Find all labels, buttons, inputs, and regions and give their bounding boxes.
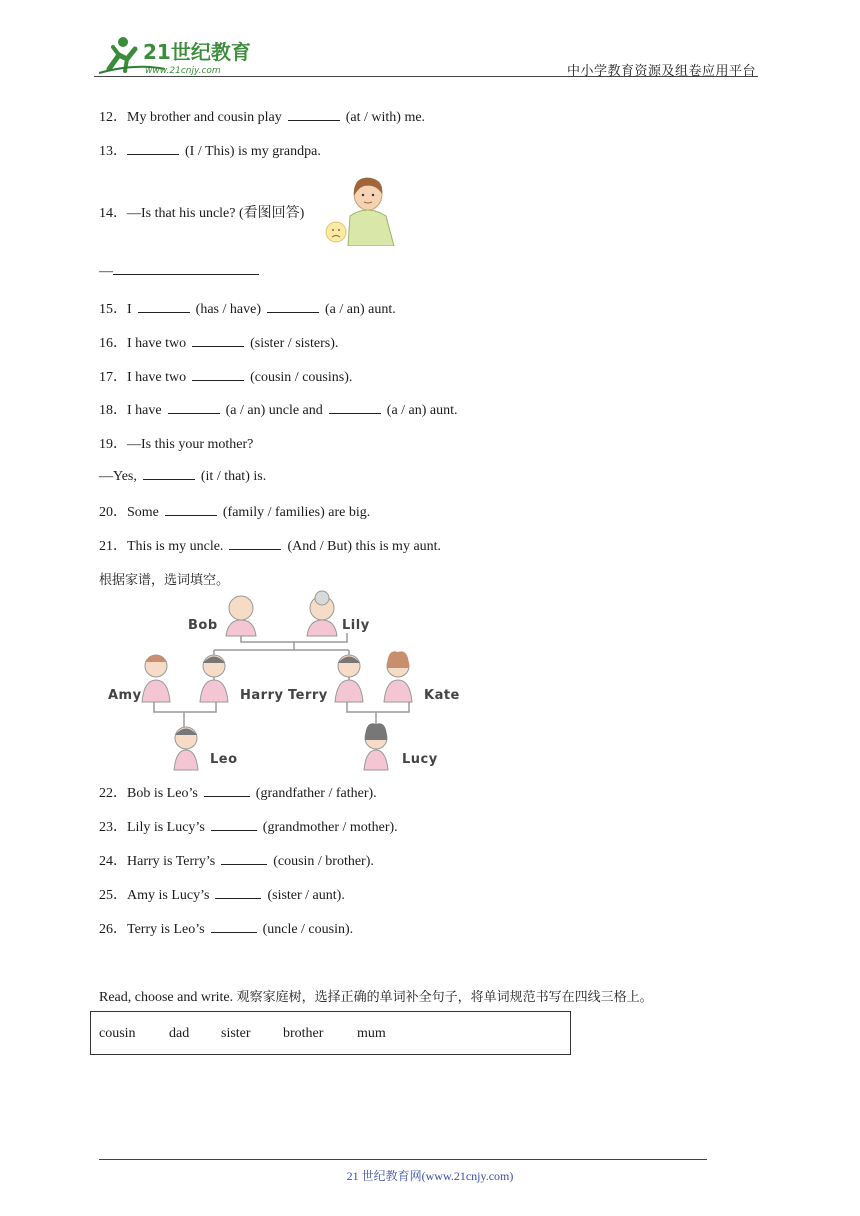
grandpa-figure <box>226 596 256 636</box>
question-25: 25．Amy is Lucy’s (sister / aunt). <box>99 888 345 903</box>
answer-blank[interactable] <box>267 300 319 313</box>
name-label-lily: Lily <box>342 618 370 633</box>
answer-blank[interactable] <box>211 818 257 831</box>
answer-blank[interactable] <box>127 142 179 155</box>
answer-blank[interactable] <box>165 503 217 516</box>
question-14-answer: — <box>99 262 259 280</box>
name-label-kate: Kate <box>424 688 460 703</box>
name-label-harry: Harry <box>240 688 284 703</box>
answer-blank[interactable] <box>211 920 257 933</box>
answer-blank[interactable] <box>229 537 281 550</box>
question-24: 24．Harry is Terry’s (cousin / brother). <box>99 854 374 869</box>
answer-blank[interactable] <box>221 852 267 865</box>
word-bank-box <box>90 1011 571 1055</box>
answer-blank[interactable] <box>215 886 261 899</box>
question-23: 23．Lily is Lucy’s (grandmother / mother). <box>99 820 398 835</box>
answer-blank[interactable] <box>329 401 381 414</box>
question-15: 15．I (has / have) (a / an) aunt. <box>99 302 396 317</box>
grandma-figure <box>307 591 337 636</box>
question-26: 26．Terry is Leo’s (uncle / cousin). <box>99 922 354 937</box>
answer-blank[interactable] <box>192 334 244 347</box>
question-17: 17．I have two (cousin / cousins). <box>99 370 353 385</box>
footer-divider <box>99 1159 707 1160</box>
read-choose-write-instruction: Read, choose and write. 观察家庭树，选择正确的单词补全句子，将单词规范书写在四线三格上。 <box>99 990 653 1005</box>
question-21: 21．This is my uncle. (And / But) this is my aunt. <box>99 539 442 554</box>
family-tree-instruction: 根据家谱，选词填空。 <box>99 573 230 588</box>
logo-url: www.21cnjy.com <box>145 66 221 76</box>
answer-blank[interactable] <box>288 108 340 121</box>
uncle-picture <box>324 174 398 246</box>
leo-figure <box>174 727 198 770</box>
family-tree <box>104 590 464 775</box>
question-19: 19．—Is this your mother? <box>99 437 254 452</box>
word-option: brother <box>283 1026 324 1041</box>
kate-figure <box>384 651 412 702</box>
question-12: 12．My brother and cousin play (at / with) me. <box>99 110 426 125</box>
answer-blank[interactable] <box>138 300 190 313</box>
word-option: dad <box>169 1026 190 1041</box>
lucy-figure <box>364 723 388 770</box>
amy-figure <box>142 655 170 702</box>
name-label-amy: Amy <box>108 688 142 703</box>
answer-line[interactable] <box>113 262 259 275</box>
platform-name: 中小学教育资源及组卷应用平台 <box>566 64 756 79</box>
name-label-leo: Leo <box>210 752 238 767</box>
answer-blank[interactable] <box>204 784 250 797</box>
name-label-terry: Terry <box>288 688 328 703</box>
question-18: 18．I have (a / an) uncle and (a / an) aunt. <box>99 403 458 418</box>
word-option: sister <box>221 1026 251 1041</box>
name-label-bob: Bob <box>188 618 218 633</box>
question-16: 16．I have two (sister / sisters). <box>99 336 339 351</box>
question-22: 22．Bob is Leo’s (grandfather / father). <box>99 786 377 801</box>
word-option: mum <box>357 1026 386 1041</box>
name-label-lucy: Lucy <box>402 752 438 767</box>
question-19-answer: —Yes, (it / that) is. <box>99 469 267 484</box>
question-20: 20．Some (family / families) are big. <box>99 505 371 520</box>
header-divider <box>94 76 758 77</box>
answer-blank[interactable] <box>143 467 195 480</box>
footer-text[interactable]: 21 世纪教育网(www.21cnjy.com) <box>346 1169 514 1183</box>
site-logo <box>95 33 265 77</box>
answer-blank[interactable] <box>192 368 244 381</box>
question-14: 14．—Is that his uncle? (看图回答) <box>99 206 305 221</box>
logo-text: 21世纪教育 <box>143 40 251 64</box>
word-option: cousin <box>99 1026 136 1041</box>
answer-blank[interactable] <box>168 401 220 414</box>
question-13: 13． (I / This) is my grandpa. <box>99 144 321 159</box>
